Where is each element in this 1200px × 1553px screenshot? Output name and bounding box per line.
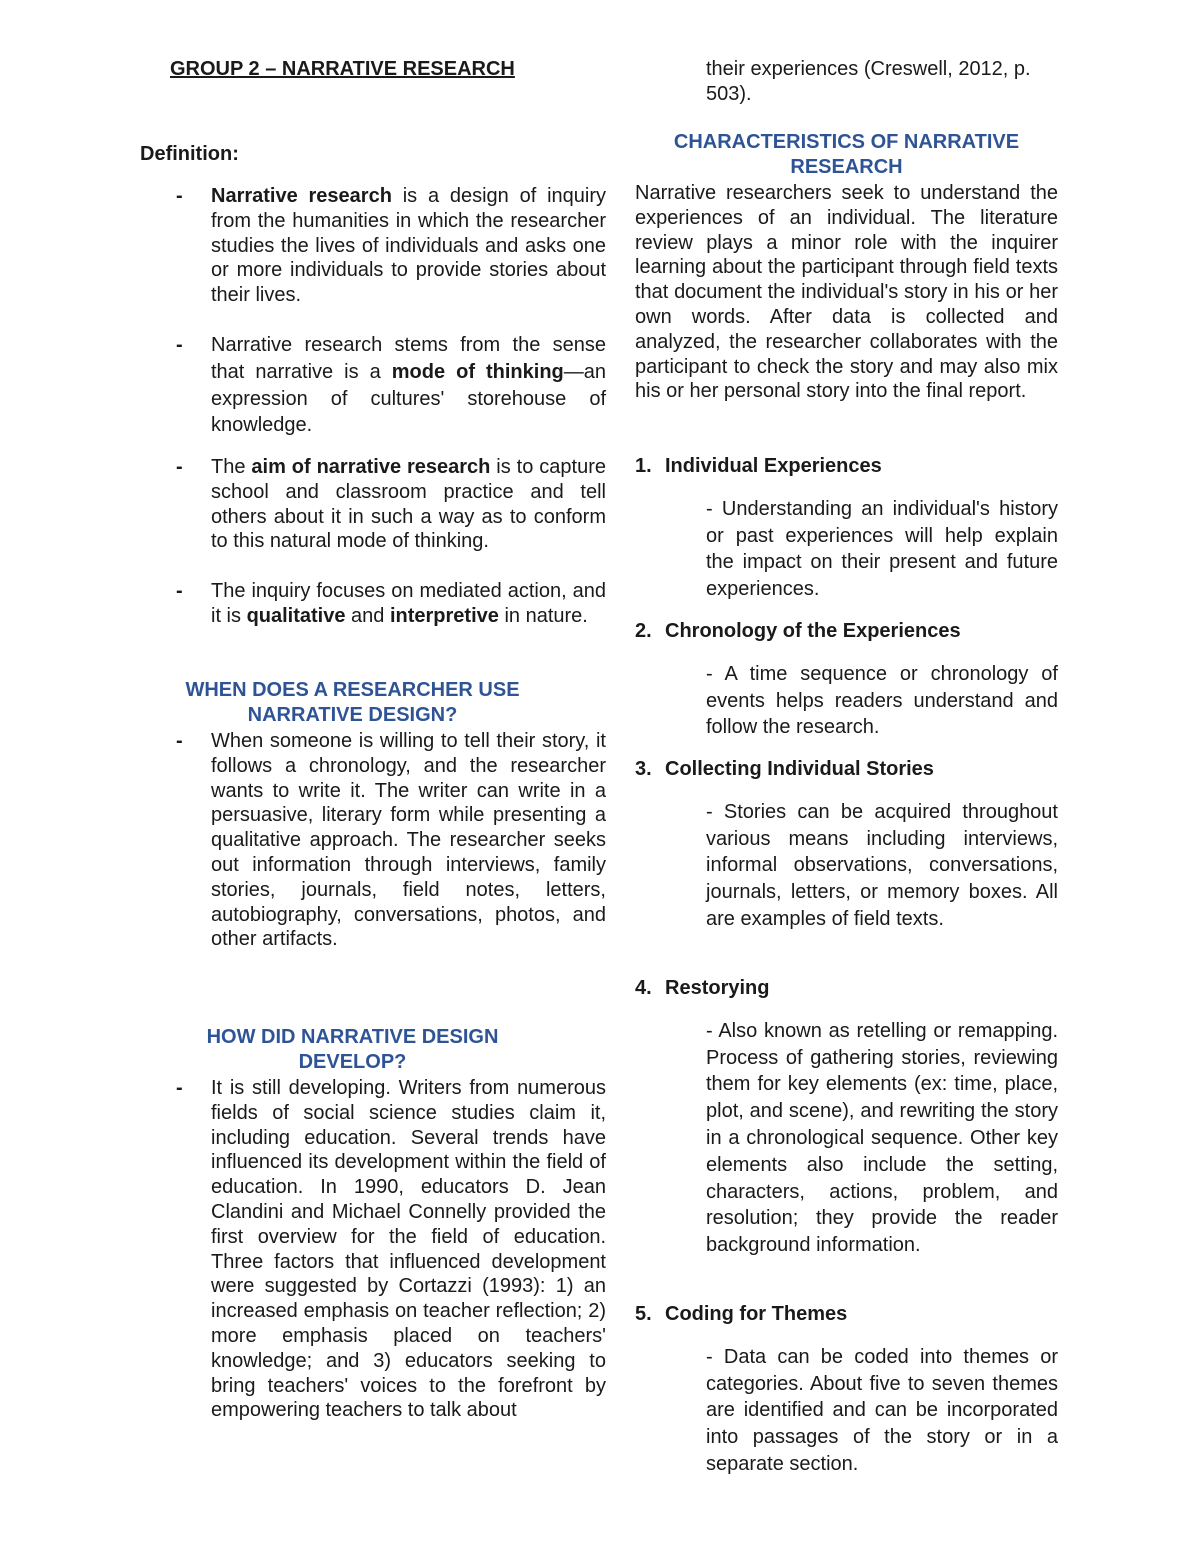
bullet-text: The xyxy=(211,456,252,478)
bold-term: interpretive xyxy=(389,604,499,627)
bullet-text: Narrative research stems from the sense that narrative is a xyxy=(211,334,606,383)
characteristic-item xyxy=(635,757,1058,933)
item-title: Collecting Individual Stories xyxy=(665,758,934,780)
when-heading: WHEN DOES A RESEARCHER USE NARRATIVE DESIGN? xyxy=(185,679,520,726)
item-title: Chronology of the Experiences xyxy=(665,620,961,642)
bullet-text: in nature. xyxy=(498,604,588,627)
characteristics-intro: Narrative researchers seek to understand the experiences of an individual. The literature review plays a minor role with the inquirer learning about the participant through field texts that document the individual's story in his or her own words. After data is collected and analyzed, the researcher collaborates with the participant to check the story and may also mix his or her personal story into the final report. xyxy=(635,182,1058,403)
characteristics-heading: CHARACTERISTICS OF NARRATIVE RESEARCH xyxy=(673,131,1020,178)
item-title: Individual Experiences xyxy=(665,455,882,477)
bullet-dash: - xyxy=(176,1077,183,1099)
item-text: - A time sequence or chronology of events helps readers understand and follow the research. xyxy=(706,662,1058,739)
how-bullet xyxy=(170,1076,606,1423)
bullet-text: —an expression of cultures' storehouse of knowledge. xyxy=(211,360,607,437)
item-number: 3. xyxy=(635,758,652,780)
item-number: 4. xyxy=(635,977,652,999)
bullet-text: The inquiry focuses on mediated action, and it is xyxy=(211,580,606,627)
definition-label: Definition: xyxy=(140,143,239,165)
bullet-text: is to capture school and classroom practice and tell others about it in such a way as to conform to this natural mode of thinking. xyxy=(211,456,606,553)
characteristic-title xyxy=(635,619,1058,644)
item-text: - Also known as retelling or remapping. Process of gathering stories, reviewing them for key elements (ex: time, place, plot, and scene), and rewriting the story in a chronological sequence. Other key elements also include the setting, characters, actions, problem, and resolution; they provide the reader background information. xyxy=(706,1019,1058,1257)
item-number: 2. xyxy=(635,620,652,642)
definition-bullet-1 xyxy=(170,184,606,308)
bold-term: aim of narrative research xyxy=(251,456,491,478)
when-text: When someone is willing to tell their story, it follows a chronology, and the researcher wants to write it. The writer can write in a persuasive, literary form while presenting a qualitative approach. The researcher seeks out information through interviews, family stories, journals, field notes, letters, autobiography, conversations, photos, and other artifacts. xyxy=(211,730,606,951)
bullet-text: is a design of inquiry from the humanities in which the researcher studies the lives of individuals and asks one or more individuals to provide stories about their lives. xyxy=(211,185,606,307)
characteristic-title xyxy=(635,757,1058,782)
characteristic-title xyxy=(635,1302,1058,1327)
how-text: It is still developing. Writers from numerous fields of social science studies claim it, including education. Several trends have influenced its development within the field of education. In 1990, educators D. Jean Clandini and Michael Connelly provided the first overview for the field of education. Three factors that influenced development were suggested by Cortazzi (1993): 1) an increased emphasis on teacher reflection; 2) more emphasis placed on teachers' knowledge; and 3) educators seeking to bring teachers' voices to the forefront by empowering teachers to talk about xyxy=(211,1077,606,1422)
definition-bullet-3 xyxy=(170,455,606,554)
characteristic-title xyxy=(635,976,1058,1001)
bullet-dash: - xyxy=(176,185,183,207)
bullet-dash: - xyxy=(176,456,183,478)
characteristic-item xyxy=(635,1302,1058,1478)
characteristic-title xyxy=(635,454,1058,479)
bullet-dash: - xyxy=(176,334,183,356)
bold-term: Narrative research xyxy=(211,185,392,207)
characteristic-item xyxy=(635,454,1058,603)
item-title: Coding for Themes xyxy=(665,1303,848,1325)
bullet-dash: - xyxy=(176,730,183,752)
bold-term: qualitative xyxy=(246,604,346,627)
item-text: - Stories can be acquired throughout various means including interviews, informal observations, conversations, journals, letters, or memory boxes. All are examples of field texts. xyxy=(706,800,1058,930)
bullet-text: and xyxy=(345,604,390,627)
bold-term: mode of thinking xyxy=(391,360,564,383)
item-number: 1. xyxy=(635,455,652,477)
characteristic-item xyxy=(635,619,1058,741)
how-heading: HOW DID NARRATIVE DESIGN DEVELOP? xyxy=(206,1026,499,1073)
definition-bullet-2 xyxy=(170,332,606,439)
definition-bullet-4 xyxy=(170,579,606,629)
item-number: 5. xyxy=(635,1303,652,1325)
characteristic-item xyxy=(635,976,1058,1259)
item-text: - Data can be coded into themes or categories. About five to seven themes are identified and can be incorporated into passages of the story or in a separate section. xyxy=(706,1345,1058,1475)
how-text-continued: their experiences (Creswell, 2012, p. 503). xyxy=(706,58,1031,105)
bullet-dash: - xyxy=(176,580,183,602)
item-title: Restorying xyxy=(665,977,770,999)
when-bullet xyxy=(170,729,606,952)
item-text: - Understanding an individual's history or past experiences will help explain the impact on their present and future experiences. xyxy=(706,497,1058,601)
document-title: GROUP 2 – NARRATIVE RESEARCH xyxy=(170,58,515,80)
